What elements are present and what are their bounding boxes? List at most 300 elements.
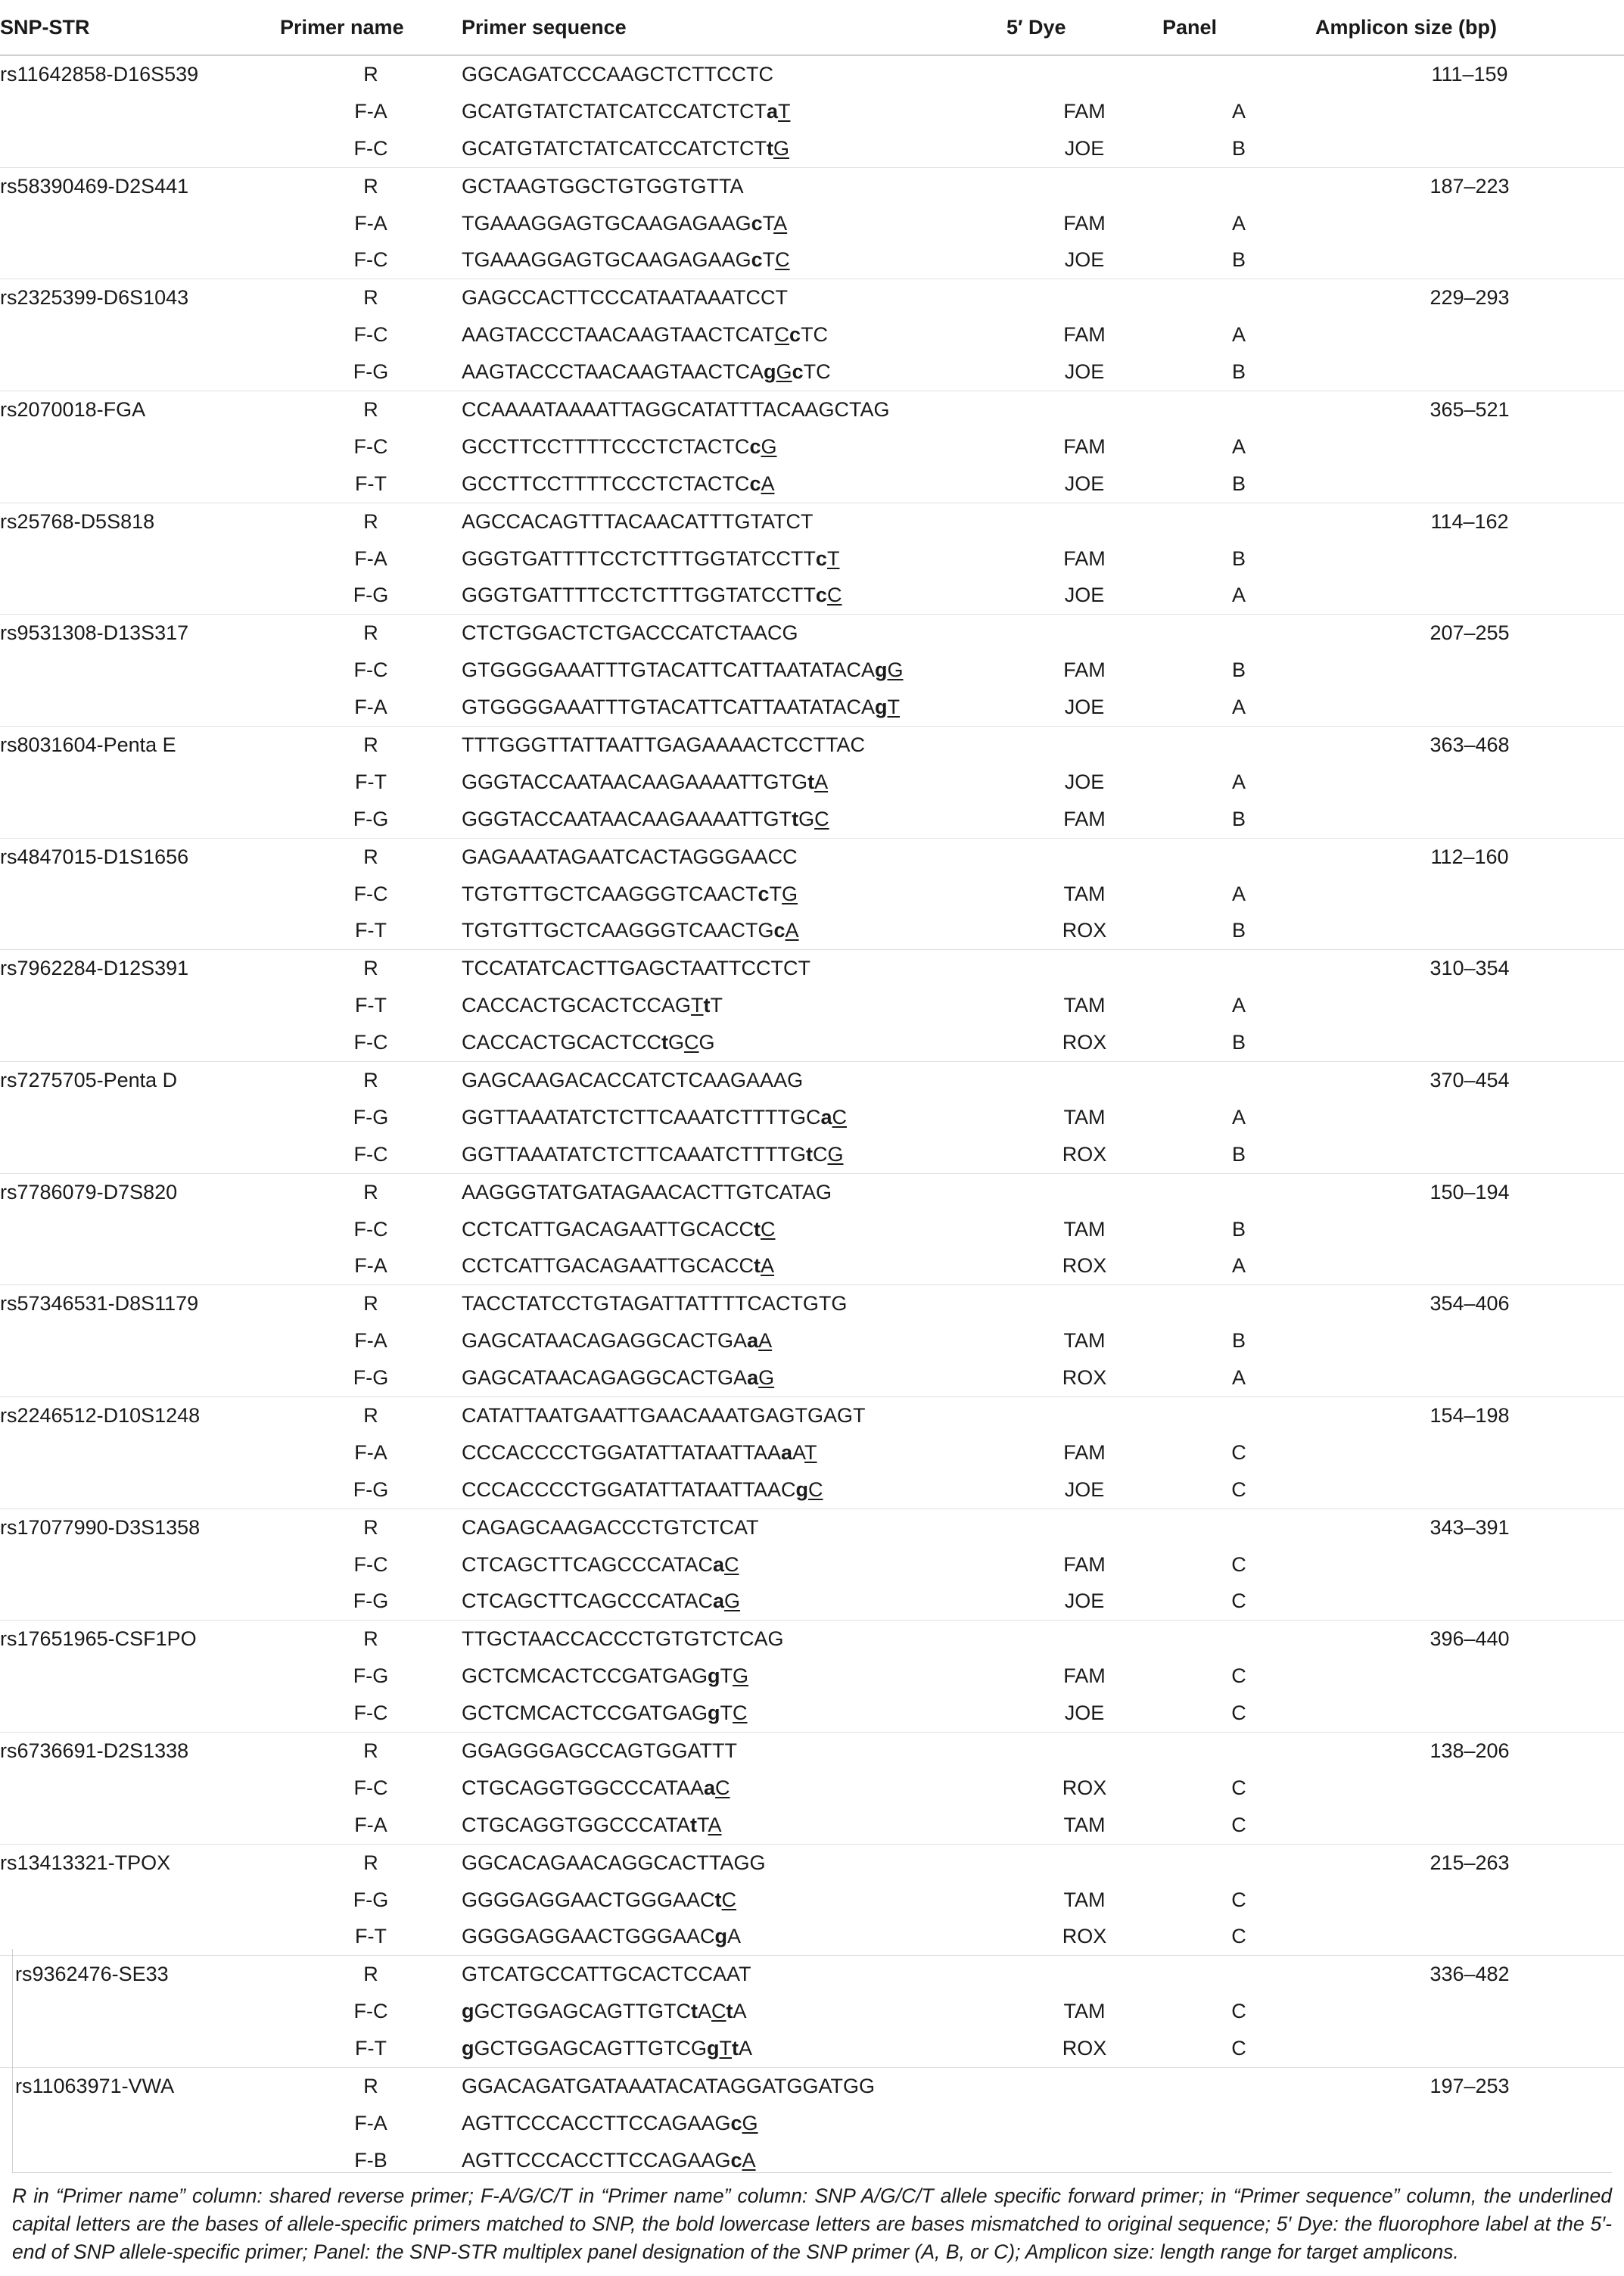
- snp-str-cell: [0, 652, 280, 689]
- amplicon-cell: [1315, 1434, 1624, 1471]
- dye-cell: [1006, 1173, 1162, 1210]
- panel-cell: B: [1231, 807, 1246, 830]
- panel-cell: [1162, 615, 1315, 652]
- amplicon-cell: [1315, 1583, 1624, 1621]
- primer-name-cell: R: [280, 838, 462, 875]
- header-primer-name: Primer name: [280, 0, 462, 55]
- primer-name-cell: F-G: [353, 1888, 389, 1911]
- snp-str-cell: [0, 465, 280, 503]
- primer-sequence-cell: GCTCMCACTCCGATGAGgTC: [462, 1702, 748, 1725]
- amplicon-cell: [1315, 912, 1624, 949]
- panel-cell: C: [1231, 1477, 1246, 1501]
- panel-cell: B: [1231, 248, 1246, 272]
- primer-sequence-cell: GAGCCACTTCCCATAATAAATCCT: [462, 279, 1006, 316]
- amplicon-cell: [1315, 540, 1624, 578]
- amplicon-cell: [1315, 428, 1624, 465]
- panel-cell: [1162, 391, 1315, 428]
- primer-name-cell: F-C: [353, 659, 388, 682]
- panel-cell: [1162, 2105, 1315, 2142]
- primer-name-cell: F-A: [354, 99, 387, 123]
- dye-cell: FAM: [1063, 1552, 1106, 1576]
- primer-name-cell: F-A: [354, 1813, 387, 1836]
- primer-sequence-cell: TCCATATCACTTGAGCTAATTCCTCT: [462, 950, 1006, 987]
- primer-sequence-cell: TTTGGGTTATTAATTGAGAAAACTCCTTAC: [462, 727, 1006, 764]
- table-row: [0, 391, 1624, 428]
- table-row: [0, 1807, 1624, 1844]
- dye-cell: ROX: [1062, 1776, 1107, 1799]
- primer-sequence-cell: CTGCAGGTGGCCCATAAaC: [462, 1776, 730, 1799]
- primer-name-cell: F-A: [354, 696, 387, 719]
- primer-name-cell: R: [280, 279, 462, 316]
- snp-str-cell: rs9362476-SE33: [0, 1956, 280, 1993]
- panel-cell: B: [1231, 1329, 1246, 1353]
- primer-name-cell: F-C: [353, 2000, 388, 2023]
- snp-str-cell: rs4847015-D1S1656: [0, 838, 280, 875]
- dye-cell: FAM: [1063, 546, 1106, 570]
- table-row: [0, 1322, 1624, 1359]
- primer-name-cell: F-T: [355, 994, 387, 1017]
- table-row: [0, 876, 1624, 913]
- snp-str-cell: [0, 987, 280, 1024]
- primer-sequence-cell: CCTCATTGACAGAATTGCACCtA: [462, 1254, 775, 1278]
- snp-str-cell: [0, 1770, 280, 1807]
- primer-name-cell: F-G: [353, 1105, 389, 1129]
- primer-name-cell: R: [363, 62, 378, 86]
- panel-cell: A: [1231, 696, 1246, 719]
- dye-cell: ROX: [1062, 1366, 1107, 1390]
- primer-name-cell: F-C: [353, 1031, 388, 1054]
- dye-cell: [1006, 838, 1162, 875]
- primer-name-cell: R: [280, 615, 462, 652]
- table-row: [0, 1173, 1624, 1210]
- dye-cell: [1006, 2068, 1162, 2105]
- primer-name-cell: F-A: [354, 1329, 387, 1353]
- snp-str-cell: [0, 1434, 280, 1471]
- snp-str-cell: rs17651965-CSF1PO: [0, 1621, 280, 1658]
- amplicon-cell: [1315, 93, 1624, 130]
- primer-name-cell: F-T: [355, 1925, 387, 1948]
- amplicon-cell: [1315, 316, 1624, 353]
- table-row: [0, 577, 1624, 614]
- header-dye: 5′ Dye: [1006, 0, 1162, 55]
- snp-str-cell: [0, 689, 280, 726]
- primer-sequence-cell: CACCACTGCACTCCtGCG: [462, 1031, 715, 1054]
- panel-cell: B: [1231, 919, 1246, 942]
- primer-name-cell: F-C: [353, 434, 388, 458]
- table-row: [0, 615, 1624, 652]
- table-row: [0, 689, 1624, 726]
- primer-name-cell: R: [280, 1062, 462, 1099]
- snp-str-cell: [0, 1099, 280, 1136]
- snp-str-cell: [0, 241, 280, 279]
- primer-name-cell: F-C: [353, 1776, 388, 1799]
- panel-cell: [1162, 1062, 1315, 1099]
- primer-sequence-cell: CATATTAATGAATTGAACAAATGAGTGAGT: [462, 1397, 1006, 1434]
- primer-name-cell: F-T: [355, 472, 387, 495]
- dye-cell: FAM: [1063, 1664, 1106, 1688]
- primer-sequence-cell: CTCTGGACTCTGACCCATCTAACG: [462, 615, 1006, 652]
- amplicon-cell: 207–255: [1315, 615, 1624, 652]
- primer-sequence-cell: TGAAAGGAGTGCAAGAGAAGcTC: [462, 248, 790, 272]
- primer-sequence-cell: AAGTACCCTAACAAGTAACTCAgGcTC: [462, 360, 831, 384]
- dye-cell: FAM: [1063, 807, 1106, 830]
- primer-sequence-cell: GAGCATAACAGAGGCACTGAaA: [462, 1329, 773, 1353]
- dye-cell: [1006, 1621, 1162, 1658]
- dye-cell: ROX: [1062, 1142, 1107, 1166]
- primer-name-cell: F-C: [353, 323, 388, 347]
- primer-sequence-cell: GCTAAGTGGCTGTGGTGTTA: [462, 167, 1006, 204]
- primer-sequence-cell: GAGCATAACAGAGGCACTGAaG: [462, 1366, 775, 1390]
- table-row: [0, 912, 1624, 949]
- snp-str-cell: rs7275705-Penta D: [0, 1062, 280, 1099]
- snp-str-cell: [0, 1024, 280, 1061]
- primer-sequence-cell: GTGGGGAAATTTGTACATTCATTAATATACAgG: [462, 659, 904, 682]
- dye-cell: TAM: [1063, 1813, 1106, 1836]
- table-body: [0, 55, 1624, 2179]
- primer-name-cell: R: [280, 1956, 462, 1993]
- header-primer-sequence: Primer sequence: [462, 0, 1006, 55]
- dye-cell: ROX: [1062, 2037, 1107, 2060]
- table-row: [0, 1882, 1624, 1919]
- primer-sequence-cell: GGGGAGGAACTGGGAACtC: [462, 1888, 737, 1911]
- primer-name-cell: F-T: [355, 2037, 387, 2060]
- amplicon-cell: [1315, 1471, 1624, 1509]
- primer-name-cell: F-B: [354, 2148, 387, 2172]
- dye-cell: [1006, 1509, 1162, 1546]
- amplicon-cell: 354–406: [1315, 1285, 1624, 1322]
- primer-sequence-cell: GTGGGGAAATTTGTACATTCATTAATATACAgT: [462, 696, 900, 719]
- snp-str-cell: [0, 876, 280, 913]
- dye-cell: ROX: [1062, 1925, 1107, 1948]
- amplicon-cell: 215–263: [1315, 1844, 1624, 1881]
- primer-name-cell: F-C: [353, 1217, 388, 1241]
- primer-sequence-cell: GGTTAAATATCTCTTCAAATCTTTTGCaC: [462, 1105, 847, 1129]
- table-row: [0, 167, 1624, 204]
- amplicon-cell: 396–440: [1315, 1621, 1624, 1658]
- amplicon-cell: [1315, 1248, 1624, 1285]
- amplicon-cell: 363–468: [1315, 727, 1624, 764]
- snp-str-cell: [0, 1658, 280, 1695]
- primer-name-cell: F-T: [355, 919, 387, 942]
- primer-sequence-cell: GCCTTCCTTTTCCCTCTACTCcA: [462, 472, 775, 495]
- snp-str-cell: [0, 1807, 280, 1844]
- primer-name-cell: R: [280, 2068, 462, 2105]
- primer-name-cell: R: [280, 727, 462, 764]
- primer-name-cell: R: [280, 1621, 462, 1658]
- dye-cell: JOE: [1064, 248, 1105, 272]
- amplicon-cell: 197–253: [1315, 2068, 1624, 2105]
- panel-cell: A: [1231, 770, 1246, 793]
- amplicon-cell: [1315, 1658, 1624, 1695]
- panel-cell: A: [1231, 323, 1246, 347]
- dye-cell: [1006, 615, 1162, 652]
- snp-str-cell: rs9531308-D13S317: [0, 615, 280, 652]
- panel-cell: [1162, 1397, 1315, 1434]
- primer-sequence-cell: GGGTACCAATAACAAGAAAATTGTGtA: [462, 770, 829, 793]
- dye-cell: FAM: [1063, 659, 1106, 682]
- snp-str-cell: [0, 1993, 280, 2030]
- primer-sequence-cell: GCATGTATCTATCATCCATCTCTtG: [462, 136, 789, 160]
- amplicon-cell: 336–482: [1315, 1956, 1624, 1993]
- table-row: [0, 838, 1624, 875]
- snp-str-cell: rs2325399-D6S1043: [0, 279, 280, 316]
- snp-str-cell: rs2070018-FGA: [0, 391, 280, 428]
- primer-name-cell: F-A: [354, 1254, 387, 1278]
- primer-sequence-cell: TGTGTTGCTCAAGGGTCAACTGcA: [462, 919, 799, 942]
- dye-cell: FAM: [1063, 1440, 1106, 1464]
- table-row: [0, 1434, 1624, 1471]
- primer-sequence-cell: TACCTATCCTGTAGATTATTTTCACTGTG: [462, 1285, 1006, 1322]
- panel-cell: [1162, 838, 1315, 875]
- panel-cell: B: [1231, 1142, 1246, 1166]
- dye-cell: JOE: [1064, 1589, 1105, 1613]
- table-row: [0, 353, 1624, 391]
- header-panel: Panel: [1162, 0, 1315, 55]
- table-row: [0, 316, 1624, 353]
- primer-sequence-cell: TTGCTAACCACCCTGTGTCTCAG: [462, 1621, 1006, 1658]
- panel-cell: A: [1231, 434, 1246, 458]
- table-row: [0, 1136, 1624, 1173]
- table-row: [0, 2105, 1624, 2142]
- primer-name-cell: F-C: [353, 1702, 388, 1725]
- table-row: [0, 1695, 1624, 1732]
- primer-sequence-cell: AGTTCCCACCTTCCAGAAGcG: [462, 2111, 758, 2134]
- snp-str-cell: [0, 1882, 280, 1919]
- dye-cell: [1006, 1733, 1162, 1770]
- dye-cell: [1006, 1397, 1162, 1434]
- amplicon-cell: [1315, 1136, 1624, 1173]
- snp-str-cell: rs57346531-D8S1179: [0, 1285, 280, 1322]
- dye-cell: JOE: [1064, 584, 1105, 607]
- table-row: [0, 1211, 1624, 1248]
- panel-cell: B: [1231, 1217, 1246, 1241]
- primer-sequence-cell: GGACAGATGATAAATACATAGGATGGATGG: [462, 2068, 1006, 2105]
- snp-str-cell: rs6736691-D2S1338: [0, 1733, 280, 1770]
- snp-str-cell: [0, 93, 280, 130]
- dye-cell: JOE: [1064, 696, 1105, 719]
- table-header-row: [0, 0, 1624, 55]
- table-row: [0, 987, 1624, 1024]
- panel-cell: A: [1231, 1366, 1246, 1390]
- amplicon-cell: [1315, 205, 1624, 242]
- snp-str-cell: rs11063971-VWA: [0, 2068, 280, 2105]
- primer-name-cell: R: [280, 950, 462, 987]
- snp-str-cell: [0, 1471, 280, 1509]
- table-row: [0, 1099, 1624, 1136]
- dye-cell: ROX: [1062, 1254, 1107, 1278]
- table-row: [0, 465, 1624, 503]
- primer-sequence-cell: GGCACAGAACAGGCACTTAGG: [462, 1844, 1006, 1881]
- primer-name-cell: F-C: [353, 1142, 388, 1166]
- amplicon-cell: 365–521: [1315, 391, 1624, 428]
- panel-cell: C: [1231, 1589, 1246, 1613]
- primer-sequence-cell: TGAAAGGAGTGCAAGAGAAGcTA: [462, 211, 788, 235]
- primer-name-cell: F-A: [354, 211, 387, 235]
- footnote-left-rule: [12, 1949, 13, 2172]
- primer-sequence-cell: GGGGAGGAACTGGGAACgA: [462, 1925, 742, 1948]
- panel-cell: B: [1231, 136, 1246, 160]
- table-row: [0, 130, 1624, 167]
- panel-cell: C: [1231, 1813, 1246, 1836]
- amplicon-cell: 112–160: [1315, 838, 1624, 875]
- snp-str-cell: rs58390469-D2S441: [0, 167, 280, 204]
- panel-cell: B: [1231, 659, 1246, 682]
- panel-cell: C: [1231, 1664, 1246, 1688]
- panel-cell: [1162, 55, 1315, 93]
- panel-cell: [1162, 279, 1315, 316]
- snp-str-cell: [0, 1248, 280, 1285]
- snp-str-cell: rs25768-D5S818: [0, 503, 280, 540]
- snp-str-cell: rs11642858-D16S539: [0, 62, 199, 86]
- snp-str-cell: [0, 540, 280, 578]
- panel-cell: [1162, 503, 1315, 540]
- panel-cell: B: [1231, 1031, 1246, 1054]
- table-row: [0, 1993, 1624, 2030]
- dye-cell: ROX: [1062, 1031, 1107, 1054]
- primer-name-cell: F-A: [354, 1440, 387, 1464]
- snp-str-cell: rs17077990-D3S1358: [0, 1509, 280, 1546]
- dye-cell: [1006, 1062, 1162, 1099]
- table-row: [0, 1621, 1624, 1658]
- primer-sequence-cell: GGTTAAATATCTCTTCAAATCTTTTGtCG: [462, 1142, 844, 1166]
- panel-cell: [1162, 167, 1315, 204]
- primer-sequence-cell: CCCACCCCTGGATATTATAATTAACgC: [462, 1477, 823, 1501]
- amplicon-cell: 114–162: [1315, 503, 1624, 540]
- amplicon-cell: [1315, 241, 1624, 279]
- amplicon-cell: 111–159: [1431, 62, 1508, 86]
- table-row: [0, 279, 1624, 316]
- panel-cell: [1162, 1956, 1315, 1993]
- panel-cell: C: [1231, 1440, 1246, 1464]
- table-row: [0, 1844, 1624, 1881]
- dye-cell: FAM: [1063, 211, 1106, 235]
- table-row: [0, 93, 1624, 130]
- panel-cell: A: [1231, 882, 1246, 905]
- dye-cell: TAM: [1063, 1105, 1106, 1129]
- dye-cell: JOE: [1064, 1702, 1105, 1725]
- primer-sequence-cell: GGAGGGAGCCAGTGGATTT: [462, 1733, 1006, 1770]
- snp-str-cell: [0, 353, 280, 391]
- snp-str-cell: [0, 1359, 280, 1396]
- panel-cell: A: [1231, 1254, 1246, 1278]
- amplicon-cell: [1315, 130, 1624, 167]
- table-row: [0, 1248, 1624, 1285]
- dye-cell: JOE: [1064, 770, 1105, 793]
- table-row: [0, 428, 1624, 465]
- dye-cell: TAM: [1063, 1217, 1106, 1241]
- snp-str-cell: rs2246512-D10S1248: [0, 1397, 280, 1434]
- primer-name-cell: F-G: [353, 1664, 389, 1688]
- primer-sequence-cell: AGCCACAGTTTACAACATTTGTATCT: [462, 503, 1006, 540]
- dye-cell: TAM: [1063, 882, 1106, 905]
- primer-sequence-cell: GGGTACCAATAACAAGAAAATTGTtGC: [462, 807, 829, 830]
- amplicon-cell: 150–194: [1315, 1173, 1624, 1210]
- dye-cell: [1006, 167, 1162, 204]
- primer-sequence-cell: TGTGTTGCTCAAGGGTCAACTcTG: [462, 882, 798, 905]
- table-footnote: R in “Primer name” column: shared reverse primer; F-A/G/C/T in “Primer name” column: SNP A/G/C/T allele specific forward primer; in “Primer sequence” column, the underlined capital letters are the bases of allele-specific primers matched to SNP, the bold lowercase letters are bases mismatched to original sequence; 5′ Dye: the fluorophore label at the 5′-end of SNP allele-specific primer; Panel: the SNP-STR multiplex panel designation of the SNP primer (A, B, or C); Amplicon size: length range for target amplicons.: [12, 2172, 1612, 2266]
- amplicon-cell: 138–206: [1315, 1733, 1624, 1770]
- amplicon-cell: [1315, 2030, 1624, 2067]
- amplicon-cell: 229–293: [1315, 279, 1624, 316]
- panel-cell: C: [1231, 1552, 1246, 1576]
- panel-cell: C: [1231, 1776, 1246, 1799]
- header-snp-str: SNP-STR: [0, 0, 280, 55]
- panel-cell: A: [1231, 994, 1246, 1017]
- dye-cell: TAM: [1063, 1329, 1106, 1353]
- primer-name-cell: F-C: [353, 248, 388, 272]
- table-row: [0, 1359, 1624, 1396]
- table-row: [0, 950, 1624, 987]
- primer-name-cell: R: [280, 1397, 462, 1434]
- snp-str-cell: [0, 801, 280, 838]
- dye-cell: TAM: [1063, 1888, 1106, 1911]
- snp-str-cell: [0, 1919, 280, 1956]
- dye-cell: [1006, 279, 1162, 316]
- amplicon-cell: [1315, 1993, 1624, 2030]
- dye-cell: [1006, 503, 1162, 540]
- table-row: [0, 1956, 1624, 1993]
- primer-name-cell: F-T: [355, 770, 387, 793]
- table-row: [0, 1770, 1624, 1807]
- panel-cell: B: [1231, 360, 1246, 384]
- amplicon-cell: [1315, 2105, 1624, 2142]
- primer-name-cell: F-G: [353, 360, 389, 384]
- amplicon-cell: [1315, 1099, 1624, 1136]
- primer-sequence-cell: GCCTTCCTTTTCCCTCTACTCcG: [462, 434, 777, 458]
- dye-cell: JOE: [1064, 1477, 1105, 1501]
- dye-cell: JOE: [1064, 136, 1105, 160]
- primer-sequence-cell: GTCATGCCATTGCACTCCAAT: [462, 1956, 1006, 1993]
- primer-name-cell: F-C: [353, 882, 388, 905]
- amplicon-cell: 343–391: [1315, 1509, 1624, 1546]
- snp-str-cell: [0, 1322, 280, 1359]
- primer-name-cell: R: [280, 1509, 462, 1546]
- primer-name-cell: F-G: [353, 1589, 389, 1613]
- primer-name-cell: F-G: [353, 807, 389, 830]
- table-row: [0, 55, 1624, 93]
- amplicon-cell: [1315, 577, 1624, 614]
- dye-cell: [1006, 950, 1162, 987]
- snp-str-cell: rs8031604-Penta E: [0, 727, 280, 764]
- snp-str-cell: [0, 428, 280, 465]
- amplicon-cell: 187–223: [1315, 167, 1624, 204]
- amplicon-cell: [1315, 876, 1624, 913]
- primer-sequence-cell: gGCTGGAGCAGTTGTCtACtA: [462, 2000, 747, 2023]
- primer-name-cell: F-G: [353, 584, 389, 607]
- primer-sequence-cell: AAGTACCCTAACAAGTAACTCATCcTC: [462, 323, 829, 347]
- primer-sequence-cell: GGGTGATTTTCCTCTTTGGTATCCTTcT: [462, 546, 840, 570]
- primer-name-cell: R: [280, 1173, 462, 1210]
- primer-sequence-cell: CTGCAGGTGGCCCATAtTA: [462, 1813, 722, 1836]
- snp-str-cell: rs13413321-TPOX: [0, 1844, 280, 1881]
- amplicon-cell: [1315, 987, 1624, 1024]
- snp-str-cell: [0, 1546, 280, 1583]
- panel-cell: B: [1231, 472, 1246, 495]
- dye-cell: [1006, 1844, 1162, 1881]
- panel-cell: C: [1231, 1888, 1246, 1911]
- panel-cell: [1162, 1621, 1315, 1658]
- snp-str-cell: [0, 316, 280, 353]
- header-amplicon-size: Amplicon size (bp): [1315, 0, 1624, 55]
- snp-str-cell: [0, 2030, 280, 2067]
- panel-cell: A: [1231, 211, 1246, 235]
- dye-cell: JOE: [1064, 472, 1105, 495]
- snp-str-cell: [0, 1211, 280, 1248]
- snp-str-cell: [0, 205, 280, 242]
- panel-cell: [1162, 1173, 1315, 1210]
- panel-cell: B: [1231, 546, 1246, 570]
- panel-cell: [1162, 950, 1315, 987]
